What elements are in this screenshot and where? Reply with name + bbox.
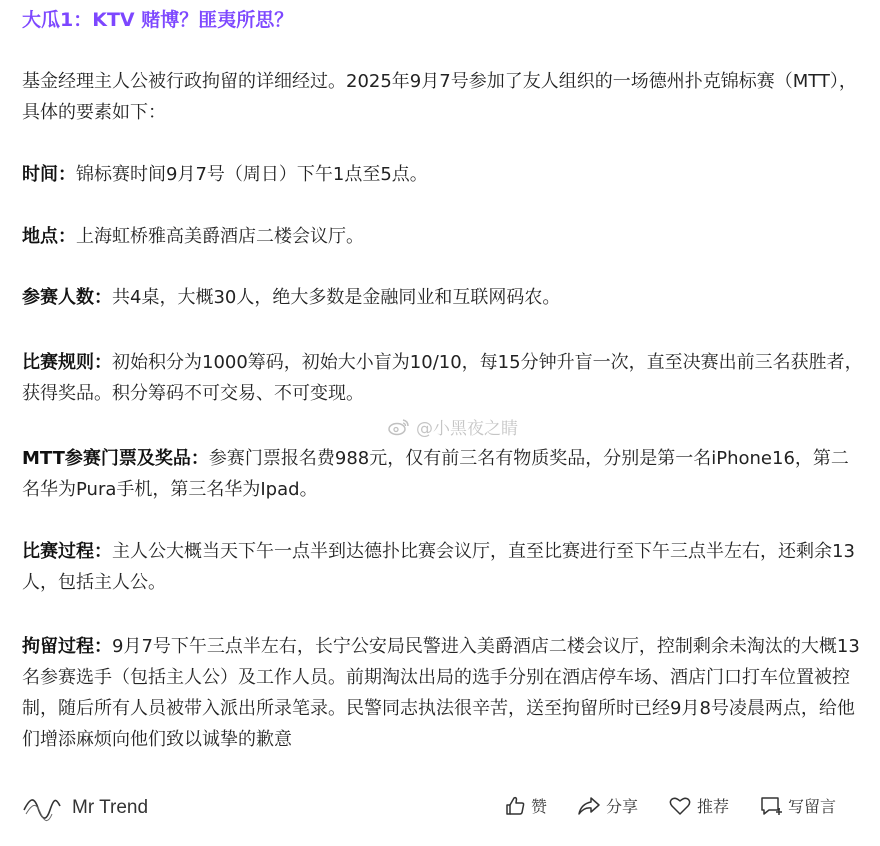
item-text: 共4桌，大概30人，绝大多数是金融同业和互联网码农。 <box>112 287 561 308</box>
item-label: 拘留过程： <box>22 636 112 657</box>
article-intro: 基金经理主人公被行政拘留的详细经过。2025年9月7号参加了友人组织的一场德州扑克锦标赛（MTT），具体的要素如下： <box>22 71 857 123</box>
wave-logo-icon <box>22 788 62 828</box>
thumbs-up-icon <box>504 795 526 817</box>
item-label: 地点： <box>22 226 76 247</box>
share-icon <box>577 795 601 817</box>
item-participants <box>22 282 864 313</box>
item-label: 比赛规则： <box>22 352 112 373</box>
item-text: 初始积分为1000筹码，初始大小盲为10/10，每15分钟升盲一次，直至决赛出前三名获胜者，获得奖品。积分筹码不可交易、不可变现。 <box>22 352 863 404</box>
item-label: 时间： <box>22 164 76 185</box>
item-label: MTT参赛门票及奖品： <box>22 448 209 469</box>
item-text: 参赛门票报名费988元，仅有前三名有物质奖品，分别是第一名iPhone16，第二名华为Pura手机，第三名华为Ipad。 <box>22 448 849 500</box>
item-text: 上海虹桥雅高美爵酒店二楼会议厅。 <box>76 226 364 247</box>
recommend-label: 推荐 <box>696 797 729 816</box>
like-label: 赞 <box>530 797 547 816</box>
content-fade <box>0 752 880 772</box>
recommend-button[interactable] <box>668 794 729 817</box>
author-name[interactable]: Mr Trend <box>72 797 149 818</box>
item-location <box>22 221 864 252</box>
footer-bar <box>0 772 880 846</box>
share-label: 分享 <box>605 797 638 816</box>
item-label: 比赛过程： <box>22 541 112 562</box>
article-title: 大瓜1：KTV 赌博？匪夷所思？ <box>22 9 294 31</box>
action-bar <box>504 794 836 817</box>
comment-button[interactable] <box>759 794 836 817</box>
item-label: 参赛人数： <box>22 287 112 308</box>
share-button[interactable] <box>577 794 638 817</box>
item-text: 锦标赛时间9月7号（周日）下午1点至5点。 <box>76 164 428 185</box>
like-button[interactable] <box>504 794 547 817</box>
item-match-process <box>22 536 864 598</box>
item-text: 9月7号下午三点半左右，长宁公安局民警进入美爵酒店二楼会议厅，控制剩余未淘汰的大概13名参赛选手（包括主人公）及工作人员。前期淘汰出局的选手分别在酒店停车场、酒店门口打车位置被控制，随后所有人员被带入派出所录笔录。民警同志执法很辛苦，送至拘留所时已经9月8号凌晨两点，给他们增添麻烦向他们致以诚挚的歉意 <box>22 636 860 750</box>
author[interactable] <box>22 788 148 828</box>
heart-icon <box>668 795 692 817</box>
watermark <box>388 414 518 439</box>
item-time <box>22 159 864 190</box>
item-text: 主人公大概当天下午一点半到达德扑比赛会议厅，直至比赛进行至下午三点半左右，还剩余13人，包括主人公。 <box>22 541 855 593</box>
item-tickets-prizes <box>22 443 864 505</box>
item-rules <box>22 347 864 409</box>
item-detention-process <box>22 631 864 763</box>
comment-label: 写留言 <box>787 797 836 816</box>
watermark-text: @小黑夜之睛 <box>416 419 518 439</box>
weibo-icon <box>388 418 410 436</box>
comment-icon <box>759 795 783 817</box>
